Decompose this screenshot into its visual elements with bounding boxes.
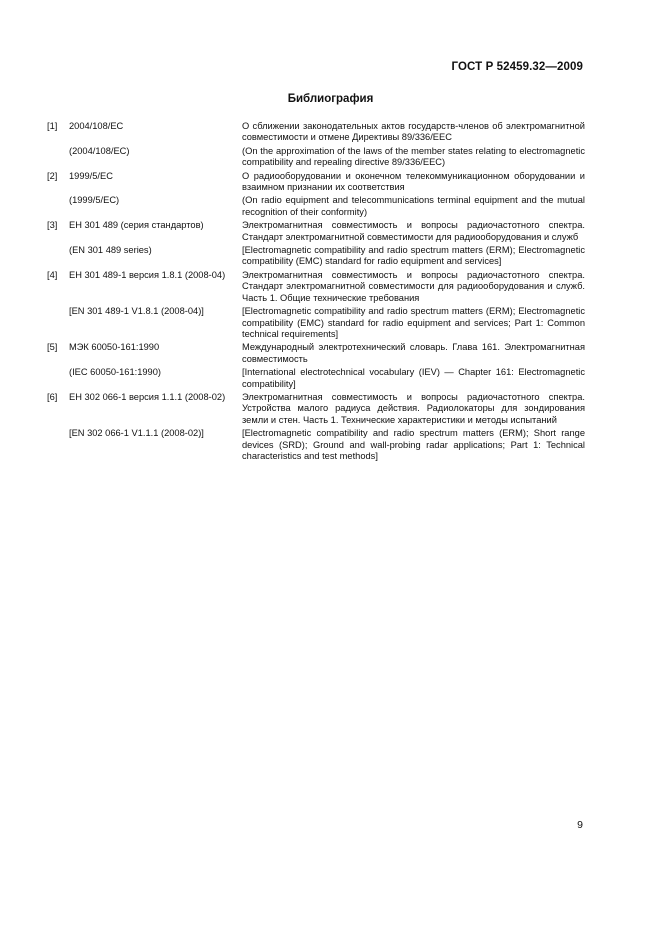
entry-reference: ЕН 301 489 (серия стандартов) <box>69 220 204 231</box>
entry-description: [Electromagnetic compatibility and radio spectrum matters (ERM); Short range devices (SRD); Ground and wall-probing radar applications; Part 1: Technical characteristics and test methods] <box>242 428 585 461</box>
bibliography-list <box>47 121 585 464</box>
entry-reference: (2004/108/EC) <box>69 145 130 156</box>
entry-reference: [EN 302 066-1 V1.1.1 (2008-02)] <box>69 428 204 439</box>
entry-reference: (IEC 60050-161:1990) <box>69 367 161 378</box>
entry-number: [4] <box>47 269 58 280</box>
entry-reference: [EN 301 489-1 V1.8.1 (2008-04)] <box>69 306 204 317</box>
entry-number <box>47 245 69 268</box>
entry-number <box>47 306 69 340</box>
entry-description: (On radio equipment and telecommunications terminal equipment and the mutual recognition of their conformity) <box>242 195 585 217</box>
entry-description: О сближении законодательных актов государств-членов об электромагнитной совместимости и отмене Директивы 89/336/ЕЕС <box>242 121 585 143</box>
bibliography-entry <box>47 245 585 268</box>
bibliography-entry <box>47 306 585 340</box>
document-code: ГОСТ Р 52459.32—2009 <box>451 61 583 73</box>
entry-description: (On the approximation of the laws of the member states relating to electromagnetic compatibility and repealing directive 89/336/EEC) <box>242 145 585 168</box>
entry-description: [International electrotechnical vocabulary (IEV) — Chapter 161: Electromagnetic compatibility] <box>242 367 585 389</box>
entry-description: [Electromagnetic compatibility and radio spectrum matters (ERM); Electromagnetic compatibility (EMC) standard for radio equipment and services; Part 1: Common technical requirements] <box>242 306 585 339</box>
bibliography-entry <box>47 146 585 169</box>
entry-number <box>47 428 69 462</box>
entry-reference: 2004/108/ЕС <box>69 121 124 131</box>
bibliography-entry <box>47 171 585 194</box>
entry-number <box>47 146 69 169</box>
entry-number: [2] <box>47 170 58 181</box>
bibliography-entry <box>47 121 585 144</box>
bibliography-entry <box>47 428 585 462</box>
entry-number <box>47 195 69 218</box>
entry-description: Электромагнитная совместимость и вопросы радиочастотного спектра. Устройства малого радиуса действия. Радиолокаторы для зондирования земли и стен. Часть 1. Технические характеристики и методы испытаний <box>242 391 585 425</box>
entry-description: О радиооборудовании и оконечном телекоммуникационном оборудовании и взаимном признании их соответствия <box>242 170 585 193</box>
entry-number: [1] <box>47 121 58 131</box>
entry-reference: МЭК 60050-161:1990 <box>69 342 160 353</box>
entry-number <box>47 367 69 390</box>
entry-number: [6] <box>47 391 58 402</box>
entry-reference: ЕН 301 489-1 версия 1.8.1 (2008-04) <box>69 269 226 280</box>
entry-reference: (EN 301 489 series) <box>69 245 152 256</box>
page-number: 9 <box>577 819 583 831</box>
entry-reference: ЕН 302 066-1 версия 1.1.1 (2008-02) <box>69 391 226 402</box>
bibliography-entry <box>47 195 585 218</box>
entry-number: [5] <box>47 342 58 353</box>
entry-number: [3] <box>47 220 58 231</box>
bibliography-entry <box>47 342 585 365</box>
bibliography-entry <box>47 270 585 304</box>
bibliography-entry <box>47 220 585 243</box>
bibliography-entry <box>47 367 585 390</box>
entry-description: Электромагнитная совместимость и вопросы радиочастотного спектра. Стандарт электромагнитной совместимости для радиооборудования и служб. Часть 1. Общие технические требования <box>242 269 585 303</box>
entry-description: Электромагнитная совместимость и вопросы радиочастотного спектра. Стандарт электромагнитной совместимости для радиооборудования и служб <box>242 220 585 242</box>
entry-reference: (1999/5/EC) <box>69 195 120 206</box>
entry-description: [Electromagnetic compatibility and radio spectrum matters (ERM); Electromagnetic compatibility (EMC) standard for radio equipment and services] <box>242 245 585 267</box>
entry-reference: 1999/5/ЕС <box>69 170 113 181</box>
section-title: Библиография <box>287 93 374 105</box>
entry-description: Международный электротехнический словарь. Глава 161. Электромагнитная совместимость <box>242 342 585 364</box>
bibliography-entry <box>47 392 585 426</box>
